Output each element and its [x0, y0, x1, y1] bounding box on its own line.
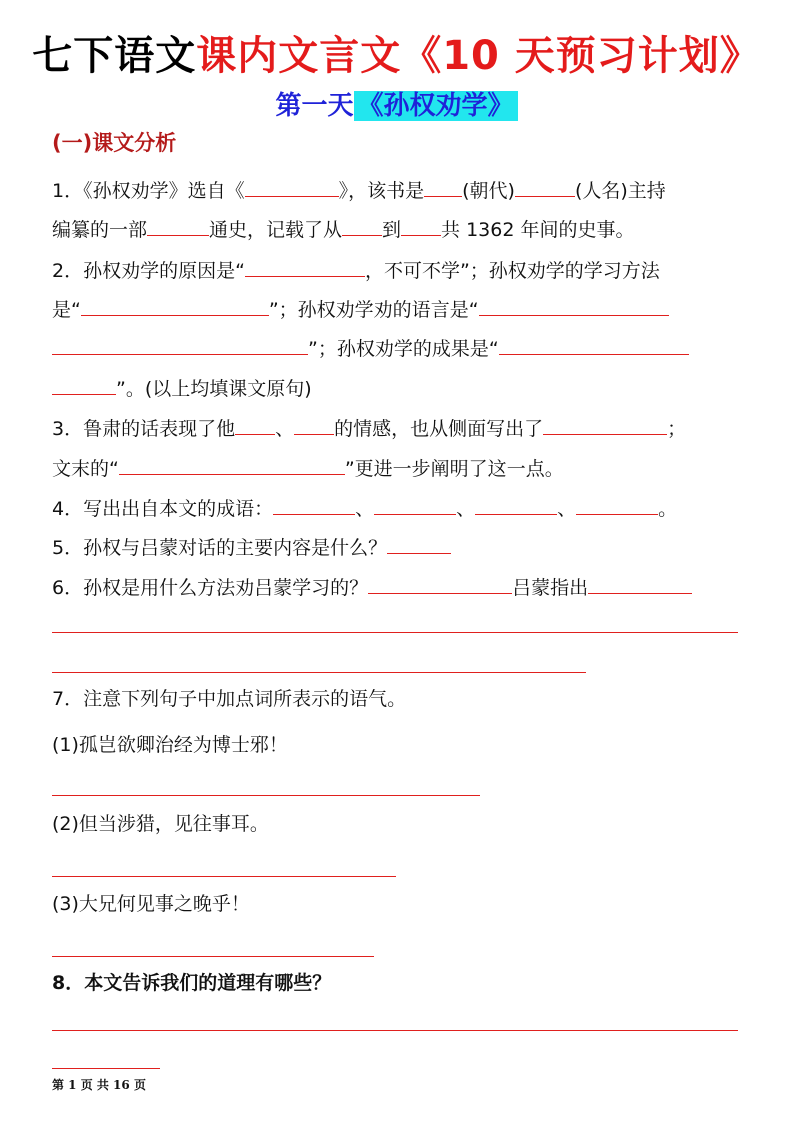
q1-blank-type[interactable] [147, 213, 209, 236]
document-title [0, 30, 793, 82]
q4-text: 4．写出出自本文的成语： [52, 498, 274, 520]
q4-blank-idiom-2[interactable] [374, 492, 456, 515]
q6-text-b: 吕蒙指出 [512, 577, 589, 599]
q4-blank-idiom-1[interactable] [273, 492, 355, 515]
q7-answer-line-3[interactable] [52, 956, 374, 957]
q8-answer-line-1[interactable] [52, 1030, 738, 1031]
q6-blank-method[interactable] [368, 571, 512, 594]
q6-blank-point[interactable] [588, 571, 692, 594]
q3-blank-quote[interactable] [119, 452, 345, 475]
q1-text-c: (朝代) [462, 180, 515, 202]
q1-text-e: 编纂的一部 [52, 219, 148, 241]
q1-blank-person[interactable] [515, 174, 575, 197]
q2-line-2 [52, 293, 669, 324]
q5-blank-answer[interactable] [387, 531, 451, 554]
q4-blank-idiom-4[interactable] [576, 492, 658, 515]
q2-line-1 [52, 254, 660, 285]
q4-sep-2: 、 [456, 498, 476, 520]
q1-text-a: 1．《孙权劝学》选自《 [52, 180, 245, 202]
q6-line [52, 571, 692, 602]
q3-text-f: ”更进一步阐明了这一点。 [344, 458, 564, 480]
q1-blank-dynasty[interactable] [424, 174, 462, 197]
q2-blank-result-b[interactable] [52, 372, 116, 395]
q2-blank-language-a[interactable] [479, 293, 669, 316]
q1-blank-book[interactable] [245, 174, 339, 197]
q1-line-2 [52, 213, 634, 244]
subtitle-lesson: 《孙权劝学》 [354, 91, 518, 121]
q6-answer-line-1[interactable] [52, 632, 738, 633]
q4-sep-1: 、 [355, 498, 375, 520]
q3-text-c: 的情感，也从侧面写出了 [334, 418, 544, 440]
q5-line [52, 531, 451, 562]
q1-text-g: 到 [382, 219, 402, 241]
q2-line-4 [52, 372, 312, 403]
q4-sep-3: 、 [557, 498, 577, 520]
q8-answer-line-2[interactable] [52, 1068, 160, 1069]
q2-blank-result-a[interactable] [499, 332, 689, 355]
title-part-1: 七下语文 [32, 33, 197, 79]
q3-text-b: 、 [275, 418, 295, 440]
q6-answer-line-2[interactable] [52, 672, 586, 673]
q3-line-1 [52, 412, 686, 443]
q8-question: 8．本文告诉我们的道理有哪些？ [52, 972, 332, 994]
q2-line-3 [52, 332, 689, 363]
q2-text-e: ”；孙权劝学的成果是“ [308, 338, 499, 360]
q4-blank-idiom-3[interactable] [475, 492, 557, 515]
q3-blank-emotion-2[interactable] [294, 412, 334, 435]
q1-blank-to[interactable] [401, 213, 441, 236]
q1-text-f: 通史，记载了从 [209, 219, 343, 241]
q3-text-d: ； [667, 418, 687, 440]
q1-text-b: 》，该书是 [338, 180, 425, 202]
q2-blank-reason[interactable] [245, 254, 365, 277]
q4-end: 。 [658, 498, 678, 520]
q7-answer-line-1[interactable] [52, 795, 480, 796]
q2-blank-language-b[interactable] [52, 332, 308, 355]
page-number: 第 1 页 共 16 页 [52, 1078, 146, 1092]
q4-line [52, 492, 677, 523]
q3-text-e: 文末的“ [52, 458, 119, 480]
q2-text-c: 是“ [52, 299, 81, 321]
q3-line-2 [52, 452, 564, 483]
q7-answer-line-2[interactable] [52, 876, 396, 877]
q2-blank-method[interactable] [81, 293, 269, 316]
q1-text-d: (人名)主持 [574, 180, 666, 202]
q2-text-a: 2．孙权劝学的原因是“ [52, 260, 245, 282]
q1-line-1 [52, 174, 666, 205]
section-heading: (一)课文分析 [52, 131, 177, 155]
q5-text: 5．孙权与吕蒙对话的主要内容是什么？ [52, 537, 388, 559]
q1-blank-from[interactable] [342, 213, 382, 236]
q3-text-a: 3．鲁肃的话表现了他 [52, 418, 236, 440]
q6-text-a: 6．孙权是用什么方法劝吕蒙学习的？ [52, 577, 369, 599]
q7-sentence-1: (1)孤岂欲卿治经为博士邪！ [52, 734, 288, 756]
q2-text-f: ”。(以上均填课文原句) [116, 378, 312, 400]
q2-text-b: ，不可不学”；孙权劝学的学习方法 [364, 260, 660, 282]
q7-sentence-3: (3)大兄何见事之晚乎！ [52, 893, 250, 915]
document-subtitle [0, 88, 793, 124]
q2-text-d: ”；孙权劝学劝的语言是“ [268, 299, 479, 321]
q7-title: 7．注意下列句子中加点词所表示的语气。 [52, 688, 407, 710]
subtitle-day: 第一天 [275, 91, 354, 121]
q1-text-h: 共 1362 年间的史事。 [441, 219, 635, 241]
title-part-2: 课内文言文 [196, 33, 402, 79]
title-part-3: 《10 天预习计划》 [401, 33, 761, 79]
q7-sentence-2: (2)但当涉猎，见往事耳。 [52, 813, 269, 835]
q3-blank-side[interactable] [543, 412, 667, 435]
q3-blank-emotion-1[interactable] [235, 412, 275, 435]
